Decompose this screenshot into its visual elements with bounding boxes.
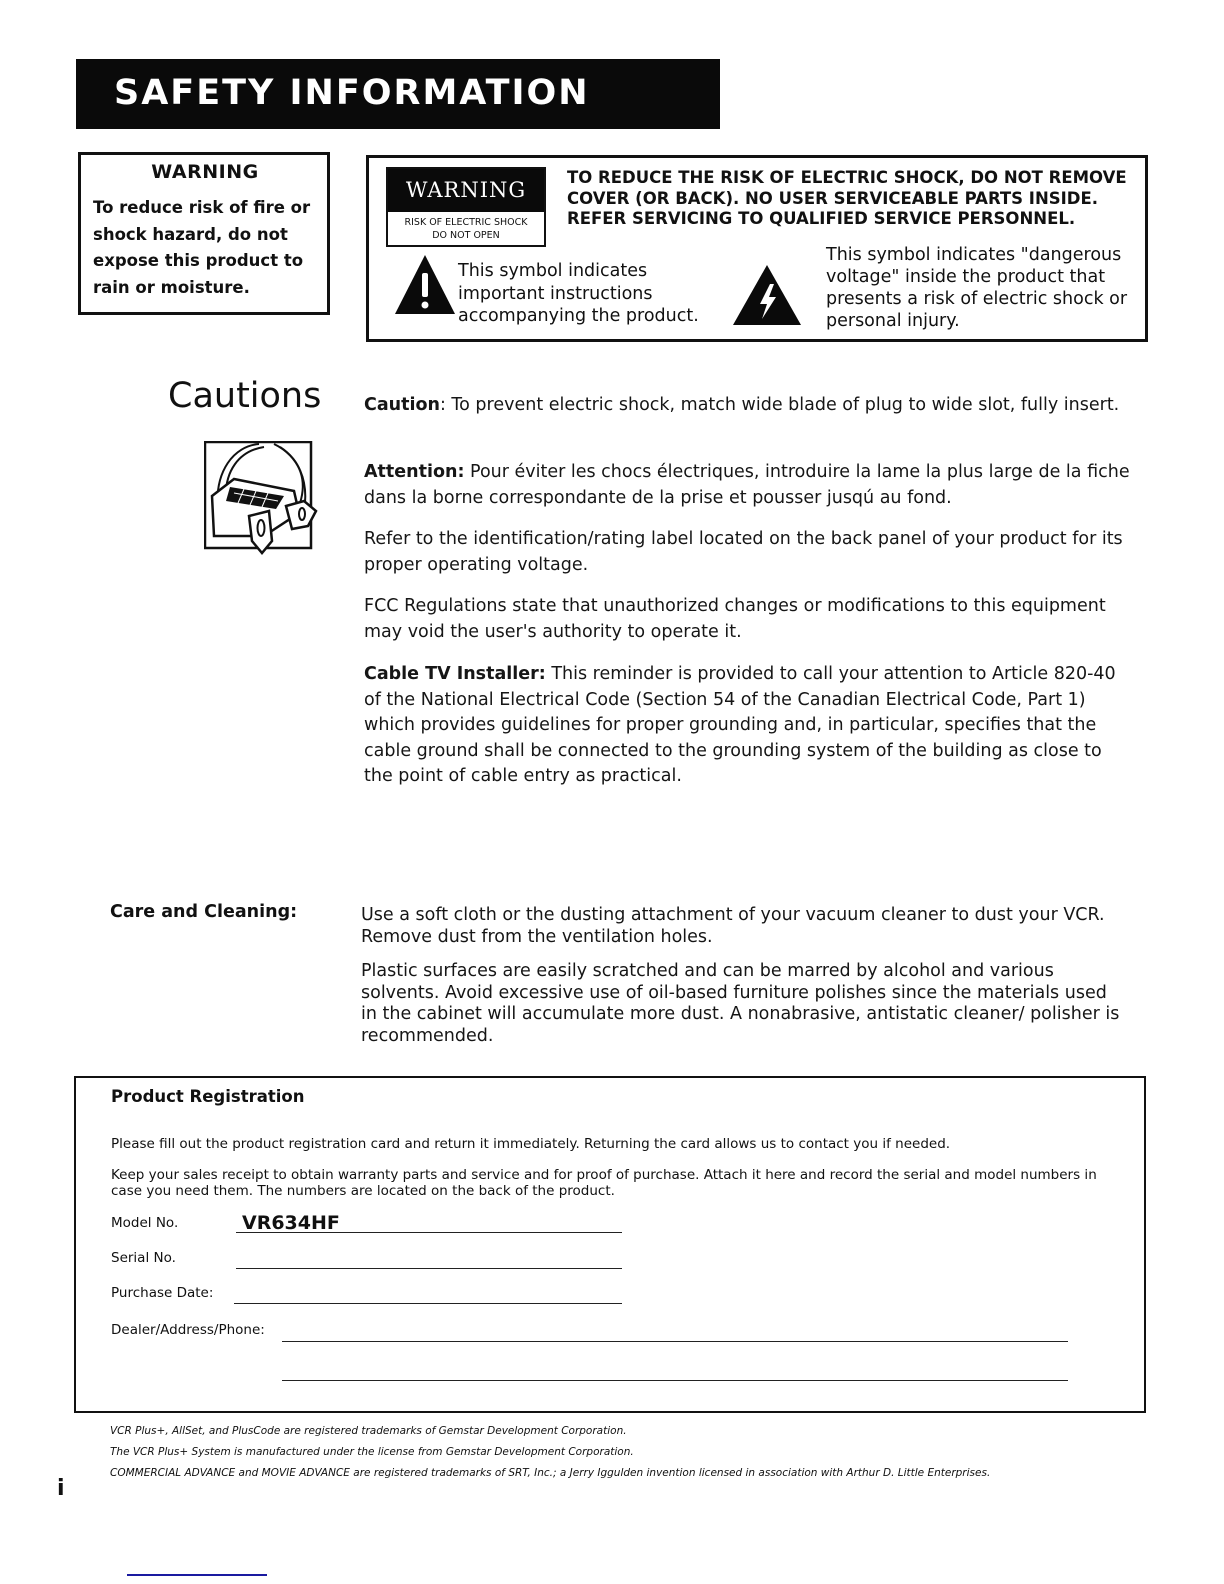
- serial-number-field[interactable]: [236, 1268, 622, 1269]
- fcc-text: FCC Regulations state that unauthorized changes or modifications to this equipment may void the user's authority to operate it.: [364, 596, 1106, 642]
- electric-shock-warning-box: [366, 155, 1148, 342]
- attention-text: Pour éviter les chocs électriques, introduire la lame la plus large de la fiche dans la borne correspondante de la prise et pousser jusqú au fond.: [364, 462, 1130, 508]
- lightning-triangle-icon: [732, 264, 802, 326]
- excl-line-2: important instructions: [458, 283, 653, 304]
- warning-body: To reduce risk of fire or shock hazard, do not expose this product to rain or moisture.: [93, 198, 311, 297]
- voltage-symbol-description: [826, 244, 1146, 332]
- rating-label-paragraph: [364, 527, 1134, 578]
- warning-heading: WARNING: [151, 161, 259, 183]
- footer-blue-rule: [127, 1574, 267, 1576]
- purchase-date-label: Purchase Date:: [111, 1285, 214, 1301]
- page-title: SAFETY INFORMATION: [114, 73, 590, 113]
- exclamation-symbol-description: [458, 260, 728, 328]
- care-paragraph-1: Use a soft cloth or the dusting attachment of your vacuum cleaner to dust your VCR. Remove dust from the ventilation holes.: [361, 905, 1105, 947]
- label-line-1: RISK OF ELECTRIC SHOCK: [404, 217, 528, 228]
- registration-title: Product Registration: [111, 1087, 305, 1106]
- fire-warning-box: [78, 152, 330, 315]
- bolt-line-1: This symbol indicates "dangerous: [826, 245, 1122, 265]
- model-label: Model No.: [111, 1215, 179, 1231]
- registration-receipt-note: Keep your sales receipt to obtain warranty parts and service and for proof of purchase. Attach it here and record the serial and model numbers in case you need them. The numbers are located on the back of the product.: [111, 1167, 1097, 1199]
- cable-installer-paragraph: [364, 662, 1134, 790]
- cable-installer-text: This reminder is provided to call your attention to Article 820-40 of the National Electrical Code (Section 54 of the Canadian Electrical Code, Part 1) which provides guidelines for proper grounding and, in particular, specifies that the cable ground shall be connected to the grounding system of the building as close to the point of cable entry as practical.: [364, 664, 1116, 786]
- dealer-field-line-2[interactable]: [282, 1380, 1068, 1381]
- registration-instructions: Please fill out the product registration card and return it immediately. Returning the card allows us to contact you if needed.: [111, 1136, 951, 1152]
- polarized-plug-icon: [204, 441, 322, 559]
- trademark-line-1: VCR Plus+, AllSet, and PlusCode are registered trademarks of Gemstar Development Corporation.: [110, 1425, 627, 1437]
- dealer-field-line-1[interactable]: [282, 1341, 1068, 1342]
- fcc-paragraph: [364, 594, 1134, 645]
- caps-line-3: REFER SERVICING TO QUALIFIED SERVICE PERSONNEL.: [567, 209, 1076, 228]
- care-paragraph-2: Plastic surfaces are easily scratched and can be marred by alcohol and various solvents. Avoid excessive use of oil-based furniture polishes since the materials used in the cabinet will accumulate more dust. A nonabrasive, antistatic cleaner/ polisher is recommended.: [361, 961, 1120, 1046]
- product-registration-box: [74, 1076, 1146, 1413]
- caps-line-2: COVER (OR BACK). NO USER SERVICEABLE PARTS INSIDE.: [567, 188, 1099, 208]
- trademark-line-2: The VCR Plus+ System is manufactured under the license from Gemstar Development Corporation.: [110, 1446, 634, 1458]
- serial-label: Serial No.: [111, 1250, 176, 1266]
- trademark-line-3: COMMERCIAL ADVANCE and MOVIE ADVANCE are registered trademarks of SRT, Inc.; a Jerry Iggulden invention licensed in association with Arthur D. Little Enterprises.: [110, 1467, 991, 1479]
- model-number-value[interactable]: VR634HF: [242, 1212, 340, 1234]
- model-number-field[interactable]: [236, 1232, 622, 1233]
- attention-paragraph: [364, 460, 1134, 511]
- cable-installer-lead: Cable TV Installer:: [364, 664, 546, 684]
- excl-line-3: accompanying the product.: [458, 306, 699, 326]
- warning-label: [386, 167, 546, 247]
- care-cleaning-label: Care and Cleaning:: [110, 902, 298, 922]
- caution-lead: Caution: [364, 395, 440, 415]
- bolt-line-2: voltage" inside the product that: [826, 267, 1106, 287]
- caution-text: : To prevent electric shock, match wide blade of plug to wide slot, fully insert.: [439, 395, 1120, 415]
- label-line-2: DO NOT OPEN: [432, 230, 500, 241]
- bolt-line-3: presents a risk of electric shock or: [826, 289, 1128, 309]
- purchase-date-field[interactable]: [234, 1303, 622, 1304]
- rating-label-text: Refer to the identification/rating label located on the back panel of your product for its proper operating voltage.: [364, 529, 1123, 575]
- warning-label-title: WARNING: [388, 169, 544, 212]
- caution-paragraph: [364, 393, 1134, 419]
- exclamation-triangle-icon: [394, 253, 456, 315]
- bolt-line-4: personal injury.: [826, 311, 960, 331]
- page-title-banner: [76, 59, 720, 129]
- page-number: i: [57, 1476, 65, 1501]
- attention-lead: Attention:: [364, 462, 465, 482]
- excl-line-1: This symbol indicates: [458, 261, 648, 281]
- shock-warning-text: [567, 168, 1147, 230]
- caps-line-1: TO REDUCE THE RISK OF ELECTRIC SHOCK, DO NOT REMOVE: [567, 168, 1127, 187]
- cautions-heading: Cautions: [168, 376, 322, 416]
- warning-label-subtext: [388, 212, 544, 242]
- dealer-label: Dealer/Address/Phone:: [111, 1322, 265, 1338]
